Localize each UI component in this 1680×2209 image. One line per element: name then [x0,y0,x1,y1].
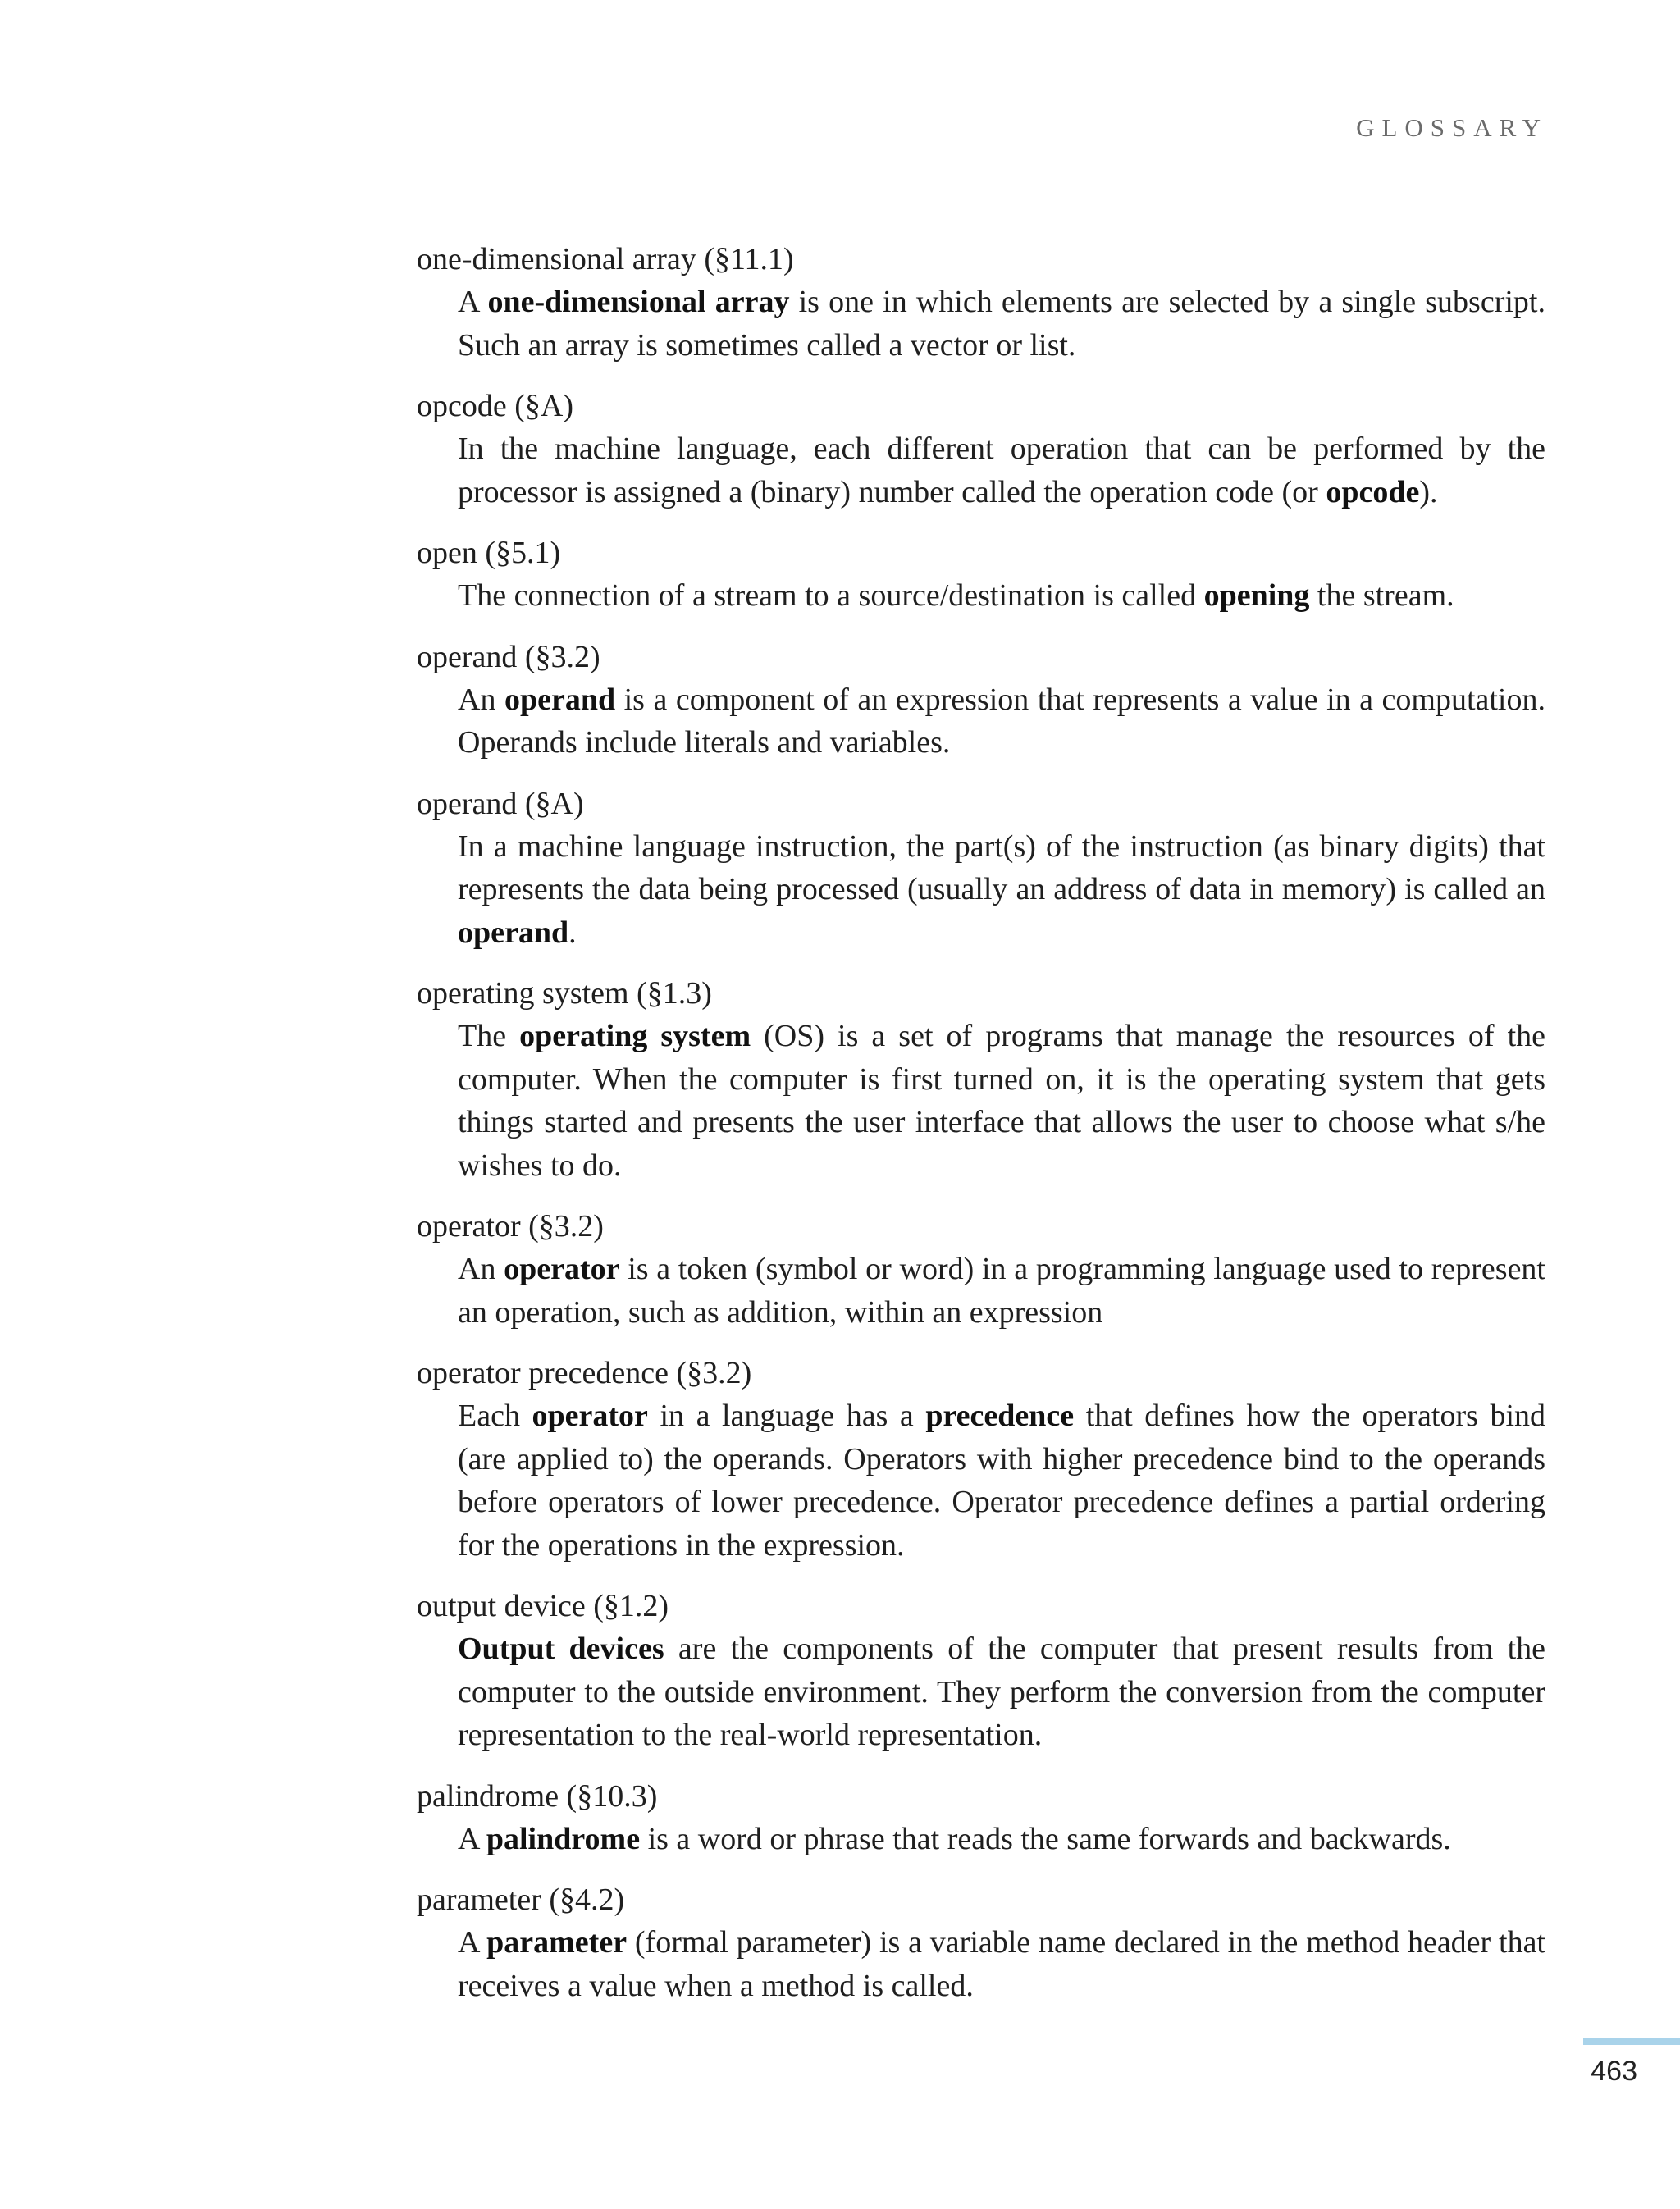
glossary-entry [417,636,1545,764]
running-head: GLOSSARY [1356,113,1548,142]
glossary-definition: A one-dimensional array is one in which elements are selected by a single subscript. Such an array is sometimes called a vector or list. [458,285,1545,363]
glossary-term: opcode (§A) [417,389,573,423]
glossary-term: output device (§1.2) [417,1589,669,1623]
glossary-definition: In a machine language instruction, the part(s) of the instruction (as binary digits) that represents the data being processed (usually an address of data in memory) is called an operand. [458,828,1545,950]
glossary-entry [417,1352,1545,1567]
glossary-entry [417,1775,1545,1861]
glossary-entry [417,385,1545,513]
glossary-entry [417,1205,1545,1334]
glossary-term: parameter (§4.2) [417,1883,625,1917]
glossary-term: operator precedence (§3.2) [417,1356,752,1390]
glossary-entry [417,783,1545,955]
glossary-definition: A palindrome is a word or phrase that reads the same forwards and backwards. [458,1821,1451,1856]
glossary-entry [417,238,1545,367]
glossary-definition: The connection of a stream to a source/destination is called opening the stream. [458,578,1454,613]
glossary-list [417,238,1545,2025]
glossary-entry [417,1878,1545,2007]
glossary-definition: In the machine language, each different operation that can be performed by the processor is assigned a (binary) number called the operation code (or opcode). [458,431,1545,509]
glossary-term: operand (§A) [417,786,584,821]
glossary-term: operating system (§1.3) [417,976,712,1011]
glossary-definition: Output devices are the components of the computer that present results from the computer to the outside environment. They perform the conversion from the computer representation to the real-world representation. [458,1632,1545,1752]
glossary-term: one-dimensional array (§11.1) [417,242,794,276]
page-number: 463 [1591,2056,1637,2087]
glossary-term: operator (§3.2) [417,1209,604,1244]
glossary-entry [417,532,1545,618]
glossary-entry [417,1585,1545,1757]
glossary-definition: An operator is a token (symbol or word) in a programming language used to represent an operation, such as addition, within an expression [458,1252,1545,1330]
glossary-term: operand (§3.2) [417,639,600,674]
page-number-rule [1583,2038,1680,2045]
glossary-term: palindrome (§10.3) [417,1778,658,1814]
glossary-definition: An operand is a component of an expression that represents a value in a computation. Operands include literals and variables. [458,682,1545,760]
glossary-term: open (§5.1) [417,536,561,570]
glossary-definition: A parameter (formal parameter) is a variable name declared in the method header that receives a value when a method is called. [458,1925,1545,2003]
glossary-definition: The operating system (OS) is a set of programs that manage the resources of the computer. When the computer is first turned on, it is the operating system that gets things started and presents the user interface that allows the user to choose what s/he wishes to do. [458,1019,1546,1183]
glossary-definition: Each operator in a language has a precedence that defines how the operators bind (are applied to) the operands. Operators with higher precedence bind to the operands before operators of lower precedence. Operator precedence defines a partial ordering for the operations in the expression. [458,1399,1546,1563]
glossary-entry [417,972,1545,1187]
